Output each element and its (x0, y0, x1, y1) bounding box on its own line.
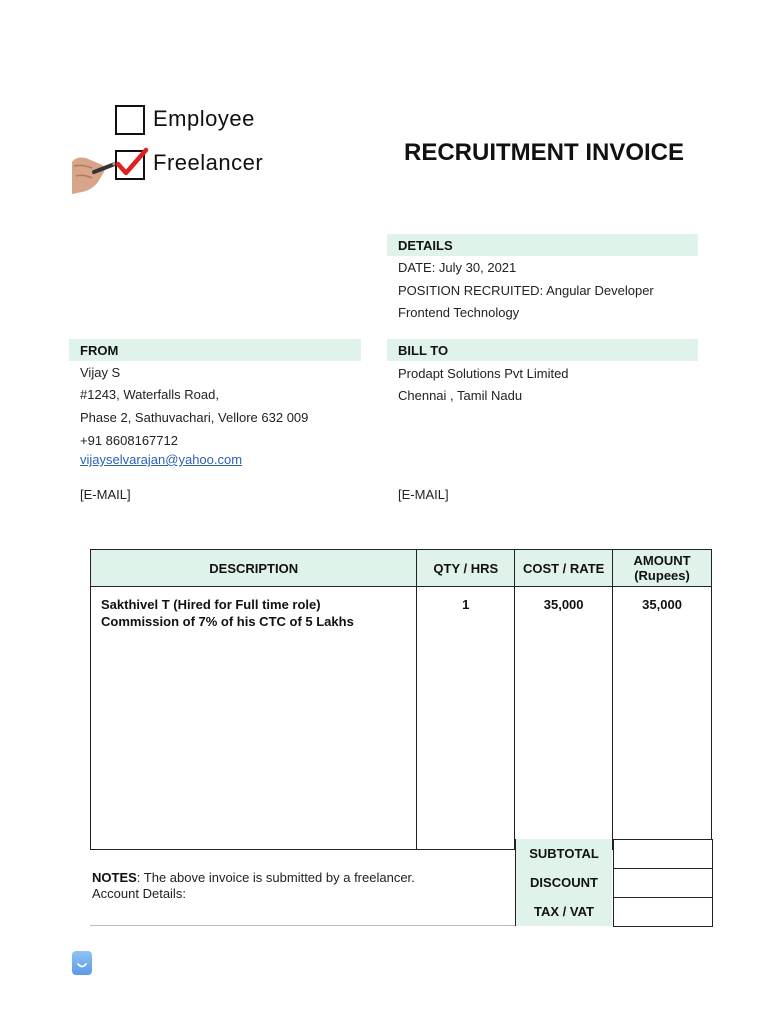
app-badge-icon[interactable] (72, 951, 92, 975)
column-header-rate: COST / RATE (515, 550, 613, 587)
notes-account-details: Account Details: (92, 886, 186, 901)
from-email-link[interactable]: vijayselvarajan@yahoo.com (80, 452, 243, 467)
discount-value[interactable] (613, 868, 713, 898)
from-email-placeholder: [E-MAIL] (80, 487, 131, 502)
from-phone: +91 8608167712 (80, 433, 178, 448)
details-position: POSITION RECRUITED: Angular Developer (398, 283, 654, 298)
bill-to-heading: BILL TO (387, 339, 698, 361)
from-name: Vijay S (80, 365, 121, 380)
row-amount: 35,000 (613, 587, 712, 850)
bill-to-company: Prodapt Solutions Pvt Limited (398, 366, 569, 381)
subtotal-value[interactable] (613, 839, 713, 869)
from-address-1: #1243, Waterfalls Road, (80, 387, 219, 402)
notes-section (92, 870, 415, 902)
tax-label: TAX / VAT (516, 897, 612, 926)
notes-text: : The above invoice is submitted by a freelancer. (136, 870, 415, 885)
employee-checkbox[interactable] (115, 105, 145, 135)
checkmark-icon (113, 146, 151, 180)
notes-bottom-rule (90, 925, 515, 926)
notes-label: NOTES (92, 870, 137, 885)
freelancer-label: Freelancer (153, 150, 264, 175)
details-heading: DETAILS (387, 234, 698, 256)
bill-to-city: Chennai , Tamil Nadu (398, 388, 523, 403)
row-rate: 35,000 (515, 587, 613, 850)
bill-to-email-placeholder: [E-MAIL] (398, 487, 449, 502)
row-description: Sakthivel T (Hired for Full time role) Commission of 7% of his CTC of 5 Lakhs (91, 587, 417, 850)
column-header-qty: QTY / HRS (417, 550, 515, 587)
column-header-description: DESCRIPTION (91, 550, 417, 587)
details-position-cont: Frontend Technology (398, 305, 520, 320)
column-header-amount: AMOUNT (Rupees) (613, 550, 712, 587)
employee-label: Employee (153, 106, 255, 131)
discount-label: DISCOUNT (516, 868, 612, 897)
invoice-items-table (90, 549, 712, 850)
subtotal-label: SUBTOTAL (516, 839, 612, 868)
row-qty: 1 (417, 587, 515, 850)
from-address-2: Phase 2, Sathuvachari, Vellore 632 009 (80, 410, 309, 425)
from-heading: FROM (69, 339, 361, 361)
invoice-title: RECRUITMENT INVOICE (404, 139, 685, 166)
table-header-row (91, 550, 712, 587)
table-row (91, 587, 712, 850)
tax-value[interactable] (613, 897, 713, 927)
details-date: DATE: July 30, 2021 (398, 260, 517, 275)
